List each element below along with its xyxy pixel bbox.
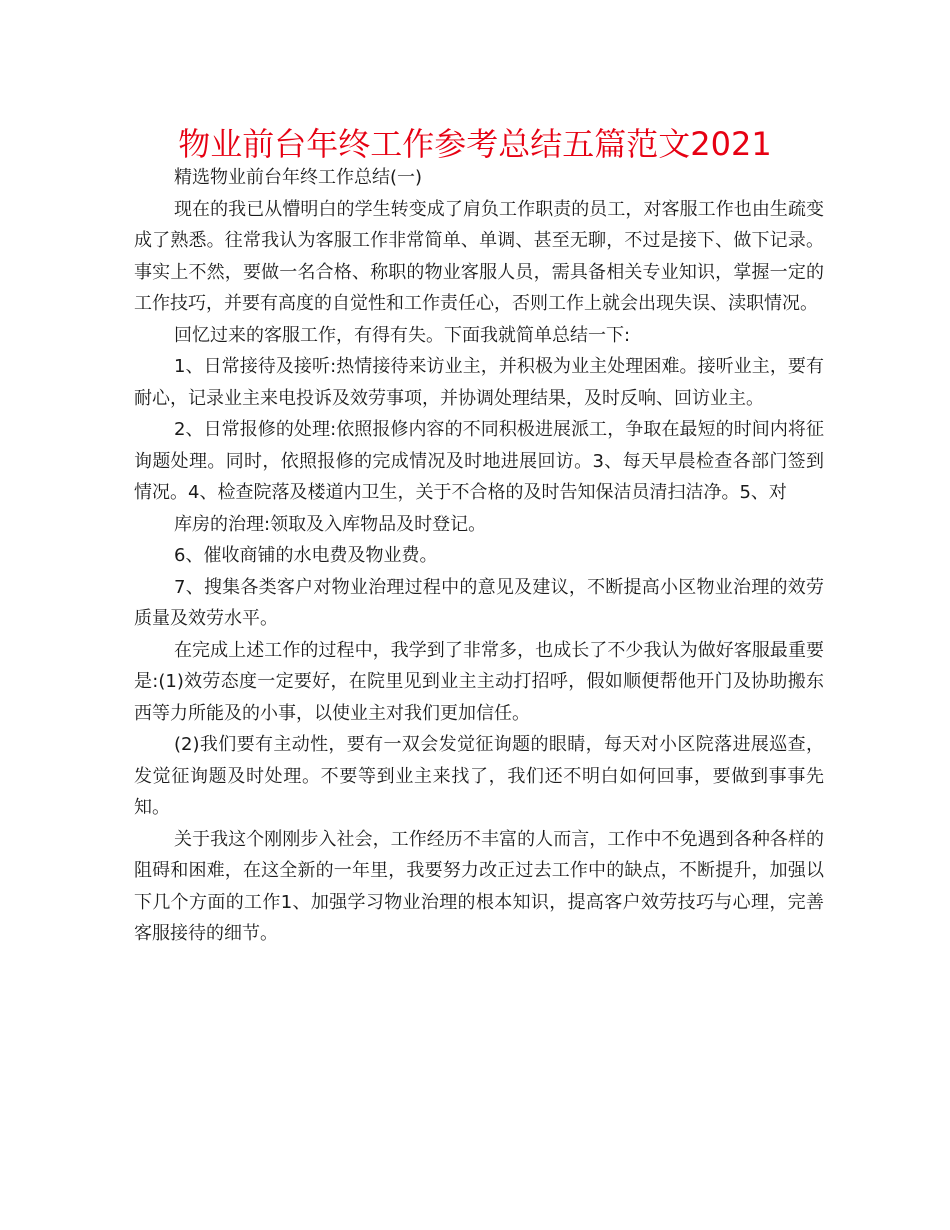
paragraph: 在完成上述工作的过程中，我学到了非常多，也成长了不少我认为做好客服最重要是:(1)效劳态度一定要好，在院里见到业主主动打招呼，假如顺便帮他开门及协助搬东西等力所能及的小事，以使业主对我们更加信任。 [134, 639, 824, 724]
document-title: 物业前台年终工作参考总结五篇范文2021 [178, 125, 772, 163]
paragraph: 关于我这个刚刚步入社会，工作经历不丰富的人而言，工作中不免遇到各种各样的阻碍和困难，在这全新的一年里，我要努力改正过去工作中的缺点，不断提升，加强以下几个方面的工作1、加强学习物业治理的根本知识，提高客户效劳技巧与心理，完善客服接待的细节。 [134, 828, 824, 944]
paragraph: 现在的我已从懵明白的学生转变成了肩负工作职责的员工，对客服工作也由生疏变成了熟悉。往常我认为客服工作非常简单、单调、甚至无聊，不过是接下、做下记录。事实上不然，要做一名合格、称职的物业客服人员，需具备相关专业知识，掌握一定的工作技巧，并要有高度的自觉性和工作责任心，否则工作上就会出现失误、渎职情况。 [134, 198, 824, 314]
paragraph: 回忆过来的客服工作，有得有失。下面我就简单总结一下: [174, 324, 631, 346]
paragraph: 2、日常报修的处理:依照报修内容的不同积极进展派工，争取在最短的时间内将征询题处理。同时，依照报修的完成情况及时地进展回访。3、每天早晨检查各部门签到情况。4、检查院落及楼道内卫生，关于不合格的及时告知保洁员清扫洁净。5、对 [134, 419, 824, 503]
section-heading: 精选物业前台年终工作总结(一) [174, 167, 423, 188]
document-body [134, 162, 824, 950]
paragraph: 库房的治理:领取及入库物品及时登记。 [174, 513, 487, 535]
paragraph: 6、催收商铺的水电费及物业费。 [174, 545, 438, 566]
paragraph: (2)我们要有主动性，要有一双会发觉征询题的眼睛，每天对小区院落进展巡查，发觉征询题及时处理。不要等到业主来找了，我们还不明白如何回事，要做到事事先知。 [134, 734, 824, 818]
paragraph: 7、搜集各类客户对物业治理过程中的意见及建议，不断提高小区物业治理的效劳质量及效劳水平。 [134, 576, 824, 629]
paragraph: 1、日常接待及接听:热情接待来访业主，并积极为业主处理困难。接听业主，要有耐心，记录业主来电投诉及效劳事项，并协调处理结果，及时反响、回访业主。 [134, 356, 824, 409]
